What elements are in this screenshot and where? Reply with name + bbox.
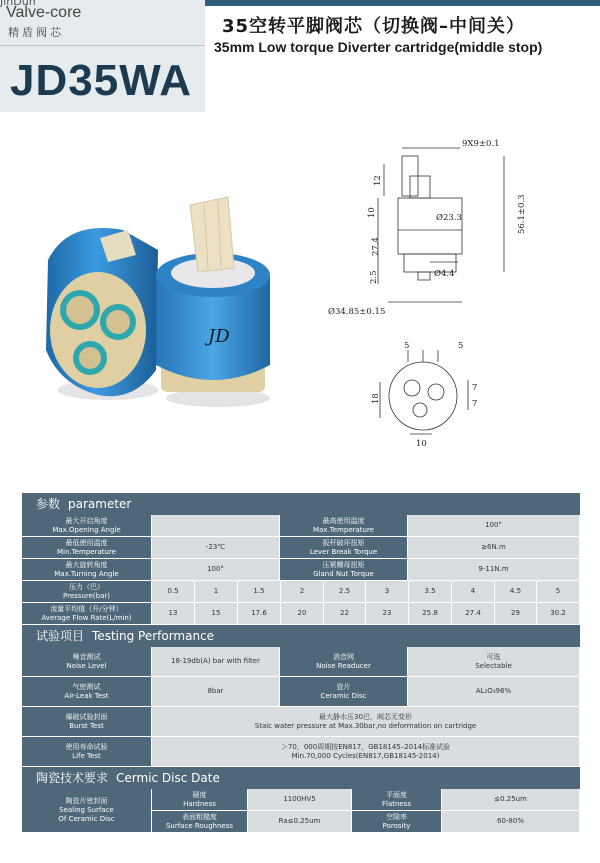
value-cell: ≥6N.m: [408, 537, 580, 559]
label-en: Noise Readucer: [316, 661, 371, 670]
label-en: Lever Break Torque: [309, 547, 378, 556]
bottom-view-port-3: [413, 403, 427, 417]
label-cell: [22, 515, 152, 537]
dim-7-bottom: 7: [472, 399, 478, 409]
label-cell: [22, 677, 152, 707]
label-cn: 消音网: [333, 652, 354, 661]
brand-divider: [0, 45, 205, 46]
label-cell: [22, 537, 152, 559]
label-cn: 最大旋转角度: [65, 560, 108, 569]
dim-18: 18: [371, 393, 381, 404]
section-ceramic: [22, 767, 580, 789]
left-port-3: [76, 344, 104, 372]
label-cn: 最低使用温度: [65, 538, 108, 547]
value-en: Staic water pressure at Max.30bar,no deformation on cartridge: [254, 721, 477, 730]
value-cell: 8bar: [152, 677, 280, 707]
flow-value: 30.2: [537, 603, 580, 625]
dim-10: 10: [367, 207, 377, 218]
value-cell: ≤0.25um: [442, 789, 580, 811]
brand-cn: 精盾阀芯: [8, 26, 64, 39]
dim-d3485: Ø34.85±0.15: [328, 307, 386, 317]
label-en: Sealing Surface: [59, 806, 114, 814]
ceramic-row-2: [152, 811, 580, 833]
label-en: Max.Temperature: [312, 525, 375, 534]
value-cell: Ra≤0.25um: [248, 811, 352, 833]
label-cell: [22, 647, 152, 677]
pressure-value: 2: [281, 581, 324, 603]
label-en: Ceramic Disc: [320, 691, 367, 700]
flow-value: 15: [195, 603, 238, 625]
value-cn: 最大静水压30巴，阀芯无变形: [319, 712, 412, 721]
label-cell: [152, 789, 248, 811]
label-cell: [22, 737, 152, 767]
label-cell: [280, 677, 408, 707]
dim-9x9: 9X9±0.1: [462, 139, 500, 149]
drawing-body: [398, 198, 462, 254]
dim-5-right: 5: [458, 341, 464, 351]
dim-d233: Ø23.3: [436, 213, 462, 223]
label-en: Surface Roughness: [165, 821, 234, 830]
bottom-view-port-2: [428, 384, 444, 400]
pressure-value: 2.5: [324, 581, 366, 603]
label-cn: 平面度: [386, 790, 407, 799]
pressure-value: 4: [452, 581, 495, 603]
dim-5-left: 5: [404, 341, 410, 351]
label-cell: [280, 559, 408, 581]
value-cell: 100°: [408, 515, 580, 537]
label-cn: 气密测试: [72, 682, 101, 691]
label-cn: 使用寿命试验: [65, 742, 108, 751]
product-photo: [38, 180, 278, 410]
label-en: Pressure(bar): [63, 591, 110, 600]
ceramic-grid: [152, 789, 580, 833]
label-cn: 压力（巴）: [69, 582, 104, 591]
ceramic-block: [22, 789, 580, 833]
dim-274: 27.4: [371, 237, 381, 256]
section-parameter-cn: 参数: [36, 497, 61, 511]
test-row-4: [22, 737, 580, 767]
label-en: Air-Leak Test: [64, 691, 109, 700]
label-cell: [352, 811, 442, 833]
label-cn: 瓷片: [336, 682, 351, 691]
value-cn: 可选: [486, 652, 501, 661]
label-en: Hardness: [183, 799, 216, 808]
flow-row: [22, 603, 580, 625]
left-port-1: [63, 293, 97, 327]
value-cell: [408, 647, 580, 677]
label-cn: 压紧螺母扭矩: [322, 560, 365, 569]
label-cn: 扳杆破坏扭矩: [322, 538, 365, 547]
label-en: Gland Nut Torque: [313, 569, 374, 578]
label-en: Max.Turning Angle: [54, 569, 119, 578]
ceramic-row-1: [152, 789, 580, 811]
value-en: Selectable: [475, 661, 512, 670]
param-row-3: [22, 559, 580, 581]
section-testing-cn: 试验项目: [36, 629, 85, 643]
pressure-value: 4.5: [495, 581, 537, 603]
pressure-value: 1.5: [238, 581, 281, 603]
value-cell: [152, 515, 280, 537]
label-cn: 硬度: [192, 790, 207, 799]
drawing-feet: [418, 272, 430, 280]
test-row-1: [22, 647, 580, 677]
label-en: Min.Temperature: [57, 547, 116, 556]
dim-25: 2.5: [369, 270, 379, 284]
label-cell: [22, 559, 152, 581]
flow-value: 29: [495, 603, 537, 625]
value-cell: -23℃: [152, 537, 280, 559]
value-cell: 9-11N.m: [408, 559, 580, 581]
brand-en: Valve-core: [6, 4, 82, 21]
label-cell: [152, 811, 248, 833]
cartridge-mark: JD: [208, 326, 230, 347]
pressure-value: 3: [366, 581, 409, 603]
bottom-view-outer: [389, 362, 457, 430]
left-port-2: [103, 307, 133, 337]
label-cn: 最高使用温度: [322, 516, 365, 525]
pressure-value: 1: [195, 581, 238, 603]
value-cn: ＞70，000周期按EN817，GB18145–2014标准试验: [280, 742, 451, 751]
label-en: Life Test: [72, 751, 101, 760]
title-cn: 35空转平脚阀芯（切换阀–中间关）: [222, 16, 526, 37]
flow-value: 17.6: [238, 603, 281, 625]
value-cell: 1100HV5: [248, 789, 352, 811]
spec-table: [22, 493, 580, 833]
label-en: Porosity: [382, 821, 411, 830]
bottom-view-port-1: [404, 380, 420, 396]
label-cell: [352, 789, 442, 811]
section-ceramic-cn: 陶瓷技术要求: [36, 771, 109, 785]
value-cell: AL₂O₃96%: [408, 677, 580, 707]
test-row-3: [22, 707, 580, 737]
model-number: JD35WA: [10, 56, 193, 105]
flow-value: 20: [281, 603, 324, 625]
value-en: Min.70,000 Cycles(EN817,GB18145-2014): [291, 751, 440, 760]
label-en: Average Flow Rate(L/min): [41, 613, 132, 622]
label-en: Noise Level: [66, 661, 107, 670]
label-cell: [22, 581, 152, 603]
label-cell: [22, 603, 152, 625]
right-stem: [190, 197, 234, 272]
param-row-2: [22, 537, 580, 559]
pressure-value: 0.5: [152, 581, 195, 603]
dim-d44: Ø4.4: [434, 269, 455, 279]
label-cn: 最大开启角度: [65, 516, 108, 525]
value-cell: [152, 737, 580, 767]
label-cn: 表面粗糙度: [182, 812, 217, 821]
flow-value: 25.8: [409, 603, 452, 625]
section-testing-en: Testing Performance: [92, 629, 215, 643]
dim-10-bottom: 10: [416, 439, 427, 449]
dim-561: 56.1±0.3: [517, 194, 527, 234]
flow-value: 23: [366, 603, 409, 625]
value-cell: [152, 707, 580, 737]
label-cn: 流量平均值（升/分钟）: [50, 604, 123, 613]
label-cell: [280, 647, 408, 677]
param-row-1: [22, 515, 580, 537]
label-cell: [22, 789, 152, 833]
technical-drawing: [318, 134, 528, 454]
section-parameter: [22, 493, 580, 515]
flow-value: 13: [152, 603, 195, 625]
label-en: Max.Opening Angle: [52, 525, 121, 534]
pressure-value: 3.5: [409, 581, 452, 603]
test-row-2: [22, 677, 580, 707]
dim-12: 12: [373, 175, 383, 186]
section-ceramic-en: Cermic Disc Date: [116, 771, 220, 785]
value-cell: 18-19db(A) bar with filter: [152, 647, 280, 677]
label-cell: [22, 707, 152, 737]
dim-7-top: 7: [472, 383, 478, 393]
flow-value: 27.4: [452, 603, 495, 625]
value-cell: 100°: [152, 559, 280, 581]
label-cell: [280, 537, 408, 559]
label-en: Flatness: [381, 799, 412, 808]
value-cell: 60-80%: [442, 811, 580, 833]
label-cn: 陶瓷片密封面: [65, 797, 108, 805]
section-parameter-en: parameter: [68, 497, 132, 511]
label-cell: [280, 515, 408, 537]
label-cn: 噪音测试: [72, 652, 101, 661]
label-en: Burst Test: [69, 721, 104, 730]
label-en: Of Ceramic Disc: [58, 815, 115, 823]
pressure-row: [22, 581, 580, 603]
drawing-collar: [410, 176, 430, 198]
title-en: 35mm Low torque Diverter cartridge(middle stop): [214, 39, 543, 55]
label-cn: 空隙率: [386, 812, 407, 821]
label-cn: 爆破试验封面: [65, 712, 108, 721]
section-testing: [22, 625, 580, 647]
flow-value: 22: [324, 603, 366, 625]
pressure-value: 5: [537, 581, 580, 603]
